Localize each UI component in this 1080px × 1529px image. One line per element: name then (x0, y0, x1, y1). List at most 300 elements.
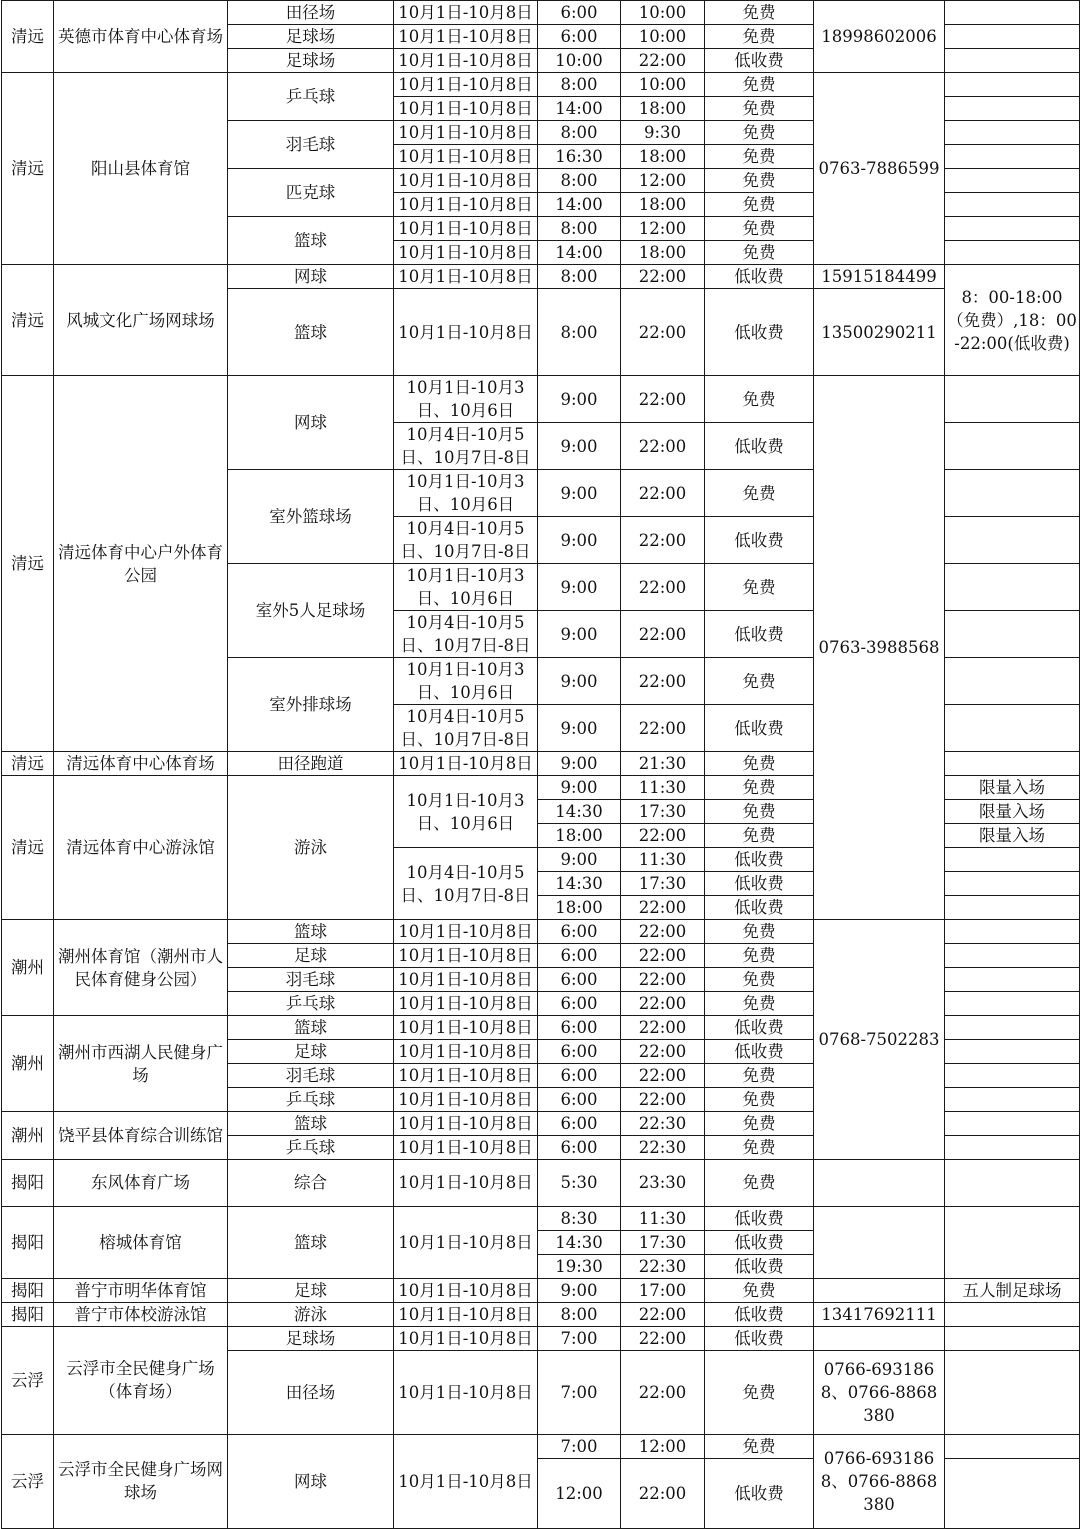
note-cell (945, 1206, 1080, 1278)
end-time-cell: 22:00 (621, 376, 705, 423)
fee-cell: 低收费 (705, 423, 814, 470)
city-cell: 潮州 (2, 1112, 54, 1160)
phone-cell: 0766-6931868、0766-8868380 (814, 1350, 945, 1434)
note-cell (945, 564, 1080, 611)
sport-cell: 室外篮球场 (228, 470, 394, 564)
city-cell: 揭阳 (2, 1278, 54, 1302)
fee-cell: 低收费 (705, 1326, 814, 1350)
sport-cell: 羽毛球 (228, 968, 394, 992)
note-cell (945, 1326, 1080, 1350)
note-cell: 限量入场 (945, 776, 1080, 800)
note-cell (945, 470, 1080, 517)
sport-cell: 羽毛球 (228, 121, 394, 169)
note-cell (945, 1434, 1080, 1458)
note-cell (945, 1136, 1080, 1160)
city-cell: 揭阳 (2, 1206, 54, 1278)
note-cell (945, 193, 1080, 217)
dates-cell: 10月1日-10月8日 (394, 1278, 538, 1302)
fee-cell: 免费 (705, 121, 814, 145)
table-row (2, 265, 1080, 289)
dates-cell: 10月1日-10月8日 (394, 752, 538, 776)
dates-cell: 10月1日-10月8日 (394, 217, 538, 241)
note-cell (945, 169, 1080, 193)
sport-cell: 篮球 (228, 1112, 394, 1136)
end-time-cell: 22:00 (621, 1040, 705, 1064)
end-time-cell: 18:00 (621, 97, 705, 121)
venue-name-cell: 潮州市西湖人民健身广场 (54, 1016, 228, 1112)
venue-name-cell: 阳山县体育馆 (54, 73, 228, 265)
note-cell: 五人制足球场 (945, 1278, 1080, 1302)
fee-cell: 低收费 (705, 1206, 814, 1230)
fee-cell: 免费 (705, 241, 814, 265)
sport-cell: 乒乓球 (228, 1136, 394, 1160)
fee-cell: 免费 (705, 1136, 814, 1160)
end-time-cell: 22:00 (621, 705, 705, 752)
table-row (2, 1434, 1080, 1458)
dates-cell: 10月1日-10月8日 (394, 73, 538, 97)
fee-cell: 免费 (705, 1, 814, 25)
table-row (2, 1160, 1080, 1207)
fee-cell: 免费 (705, 944, 814, 968)
start-time-cell: 12:00 (538, 1458, 621, 1528)
sport-cell: 田径场 (228, 1, 394, 25)
dates-cell: 10月1日-10月8日 (394, 1016, 538, 1040)
end-time-cell: 22:00 (621, 423, 705, 470)
sport-cell: 网球 (228, 265, 394, 289)
end-time-cell: 22:00 (621, 1458, 705, 1528)
end-time-cell: 22:00 (621, 289, 705, 376)
start-time-cell: 7:00 (538, 1434, 621, 1458)
dates-cell: 10月1日-10月8日 (394, 1, 538, 25)
note-cell (945, 145, 1080, 169)
phone-cell: 13417692111 (814, 1302, 945, 1326)
note-cell (945, 1088, 1080, 1112)
start-time-cell: 9:00 (538, 776, 621, 800)
sport-cell: 田径跑道 (228, 752, 394, 776)
start-time-cell: 8:30 (538, 1206, 621, 1230)
table-row (2, 920, 1080, 944)
venue-name-cell: 潮州体育馆（潮州市人民体育健身公园） (54, 920, 228, 1016)
note-cell (945, 1160, 1080, 1207)
start-time-cell: 8:00 (538, 1302, 621, 1326)
start-time-cell: 18:00 (538, 896, 621, 920)
start-time-cell: 14:00 (538, 241, 621, 265)
sport-cell: 室外排球场 (228, 658, 394, 752)
sport-cell: 篮球 (228, 289, 394, 376)
fee-cell: 免费 (705, 992, 814, 1016)
end-time-cell: 22:00 (621, 1350, 705, 1434)
start-time-cell: 7:00 (538, 1350, 621, 1434)
venue-name-cell: 清远体育中心游泳馆 (54, 776, 228, 920)
note-cell (945, 872, 1080, 896)
dates-cell: 10月1日-10月8日 (394, 944, 538, 968)
table-row (2, 1278, 1080, 1302)
dates-cell: 10月1日-10月8日 (394, 1064, 538, 1088)
fee-cell: 低收费 (705, 517, 814, 564)
start-time-cell: 5:30 (538, 1160, 621, 1207)
phone-cell: 0766-6931868、0766-8868380 (814, 1434, 945, 1528)
city-cell: 清远 (2, 776, 54, 920)
fee-cell: 免费 (705, 145, 814, 169)
sport-cell: 篮球 (228, 1016, 394, 1040)
dates-cell: 10月1日-10月8日 (394, 1040, 538, 1064)
fee-cell: 免费 (705, 564, 814, 611)
dates-cell: 10月1日-10月8日 (394, 1326, 538, 1350)
start-time-cell: 9:00 (538, 1278, 621, 1302)
note-cell (945, 1350, 1080, 1434)
fee-cell: 免费 (705, 1160, 814, 1207)
dates-cell: 10月1日-10月8日 (394, 1302, 538, 1326)
start-time-cell: 9:00 (538, 611, 621, 658)
end-time-cell: 9:30 (621, 121, 705, 145)
end-time-cell: 18:00 (621, 193, 705, 217)
note-cell: 限量入场 (945, 824, 1080, 848)
city-cell: 揭阳 (2, 1160, 54, 1207)
fee-cell: 免费 (705, 25, 814, 49)
fee-cell: 低收费 (705, 1458, 814, 1528)
dates-cell: 10月1日-10月8日 (394, 1160, 538, 1207)
start-time-cell: 14:00 (538, 97, 621, 121)
start-time-cell: 9:00 (538, 848, 621, 872)
start-time-cell: 9:00 (538, 752, 621, 776)
fee-cell: 免费 (705, 470, 814, 517)
fee-cell: 低收费 (705, 289, 814, 376)
fee-cell: 免费 (705, 376, 814, 423)
note-cell (945, 376, 1080, 423)
end-time-cell: 11:30 (621, 848, 705, 872)
fee-cell: 免费 (705, 1064, 814, 1088)
start-time-cell: 8:00 (538, 217, 621, 241)
sport-cell: 足球场 (228, 49, 394, 73)
fee-cell: 免费 (705, 217, 814, 241)
note-cell (945, 1016, 1080, 1040)
note-cell (945, 49, 1080, 73)
city-cell: 清远 (2, 73, 54, 265)
end-time-cell: 22:00 (621, 1302, 705, 1326)
end-time-cell: 22:00 (621, 1064, 705, 1088)
fee-cell: 低收费 (705, 265, 814, 289)
table-row (2, 1302, 1080, 1326)
start-time-cell: 7:00 (538, 1326, 621, 1350)
end-time-cell: 22:30 (621, 1254, 705, 1278)
start-time-cell: 6:00 (538, 968, 621, 992)
end-time-cell: 17:00 (621, 1278, 705, 1302)
fee-cell: 低收费 (705, 1040, 814, 1064)
start-time-cell: 6:00 (538, 1, 621, 25)
start-time-cell: 9:00 (538, 564, 621, 611)
note-cell (945, 423, 1080, 470)
sport-cell: 游泳 (228, 776, 394, 920)
dates-cell: 10月1日-10月8日 (394, 968, 538, 992)
start-time-cell: 6:00 (538, 1040, 621, 1064)
venue-name-cell: 饶平县体育综合训练馆 (54, 1112, 228, 1160)
start-time-cell: 18:00 (538, 824, 621, 848)
start-time-cell: 9:00 (538, 470, 621, 517)
note-cell (945, 1064, 1080, 1088)
dates-cell: 10月1日-10月3日、10月6日 (394, 658, 538, 705)
fee-cell: 低收费 (705, 1302, 814, 1326)
fee-cell: 低收费 (705, 1254, 814, 1278)
phone-cell (814, 1206, 945, 1278)
start-time-cell: 14:30 (538, 800, 621, 824)
note-cell (945, 1458, 1080, 1528)
end-time-cell: 12:00 (621, 217, 705, 241)
end-time-cell: 22:30 (621, 1112, 705, 1136)
end-time-cell: 22:00 (621, 944, 705, 968)
dates-cell: 10月1日-10月3日、10月6日 (394, 564, 538, 611)
dates-cell: 10月1日-10月8日 (394, 992, 538, 1016)
note-cell (945, 517, 1080, 564)
fee-cell: 免费 (705, 169, 814, 193)
venue-name-cell: 云浮市全民健身广场（体育场） (54, 1326, 228, 1434)
city-cell: 清远 (2, 265, 54, 376)
sport-cell: 篮球 (228, 217, 394, 265)
start-time-cell: 14:30 (538, 872, 621, 896)
start-time-cell: 8:00 (538, 169, 621, 193)
start-time-cell: 14:30 (538, 1230, 621, 1254)
note-cell (945, 97, 1080, 121)
end-time-cell: 22:00 (621, 920, 705, 944)
city-cell: 揭阳 (2, 1302, 54, 1326)
start-time-cell: 6:00 (538, 1016, 621, 1040)
venue-name-cell: 风城文化广场网球场 (54, 265, 228, 376)
sport-cell: 足球 (228, 1278, 394, 1302)
table-row (2, 1, 1080, 25)
dates-cell: 10月1日-10月8日 (394, 97, 538, 121)
note-cell (945, 217, 1080, 241)
dates-cell: 10月1日-10月8日 (394, 920, 538, 944)
note-cell (945, 896, 1080, 920)
venue-name-cell: 清远体育中心体育场 (54, 752, 228, 776)
venue-name-cell: 普宁市明华体育馆 (54, 1278, 228, 1302)
start-time-cell: 14:00 (538, 193, 621, 217)
sport-cell: 乒乓球 (228, 1088, 394, 1112)
note-cell (945, 1040, 1080, 1064)
end-time-cell: 22:00 (621, 824, 705, 848)
dates-cell: 10月1日-10月3日、10月6日 (394, 776, 538, 848)
table-row (2, 1326, 1080, 1350)
start-time-cell: 9:00 (538, 705, 621, 752)
note-cell: 限量入场 (945, 800, 1080, 824)
start-time-cell: 6:00 (538, 920, 621, 944)
dates-cell: 10月4日-10月5日、10月7日-8日 (394, 705, 538, 752)
end-time-cell: 22:00 (621, 517, 705, 564)
start-time-cell: 6:00 (538, 25, 621, 49)
start-time-cell: 10:00 (538, 49, 621, 73)
start-time-cell: 8:00 (538, 289, 621, 376)
fee-cell: 免费 (705, 1434, 814, 1458)
fee-cell: 免费 (705, 193, 814, 217)
end-time-cell: 17:30 (621, 872, 705, 896)
fee-cell: 低收费 (705, 896, 814, 920)
city-cell: 清远 (2, 752, 54, 776)
fee-cell: 低收费 (705, 872, 814, 896)
fee-cell: 免费 (705, 97, 814, 121)
dates-cell: 10月1日-10月8日 (394, 1350, 538, 1434)
end-time-cell: 22:30 (621, 1136, 705, 1160)
sport-cell: 乒乓球 (228, 73, 394, 121)
note-cell (945, 241, 1080, 265)
sport-cell: 综合 (228, 1160, 394, 1207)
sport-cell: 乒乓球 (228, 992, 394, 1016)
fee-cell: 低收费 (705, 611, 814, 658)
end-time-cell: 10:00 (621, 25, 705, 49)
note-cell (945, 944, 1080, 968)
phone-cell: 18998602006 (814, 1, 945, 73)
start-time-cell: 9:00 (538, 658, 621, 705)
sport-cell: 足球场 (228, 25, 394, 49)
dates-cell: 10月4日-10月5日、10月7日-8日 (394, 517, 538, 564)
note-cell (945, 1, 1080, 25)
start-time-cell: 6:00 (538, 1064, 621, 1088)
start-time-cell: 9:00 (538, 517, 621, 564)
phone-cell: 0763-7886599 (814, 73, 945, 265)
sport-cell: 足球场 (228, 1326, 394, 1350)
note-cell: 8：00-18:00（免费）,18：00-22:00(低收费) (945, 265, 1080, 376)
dates-cell: 10月1日-10月8日 (394, 289, 538, 376)
dates-cell: 10月1日-10月8日 (394, 25, 538, 49)
sport-cell: 室外5人足球场 (228, 564, 394, 658)
city-cell: 云浮 (2, 1434, 54, 1528)
end-time-cell: 12:00 (621, 169, 705, 193)
city-cell: 潮州 (2, 1016, 54, 1112)
note-cell (945, 992, 1080, 1016)
start-time-cell: 8:00 (538, 73, 621, 97)
start-time-cell: 9:00 (538, 376, 621, 423)
sport-cell: 羽毛球 (228, 1064, 394, 1088)
fee-cell: 低收费 (705, 1230, 814, 1254)
end-time-cell: 21:30 (621, 752, 705, 776)
note-cell (945, 25, 1080, 49)
sport-cell: 网球 (228, 376, 394, 470)
venue-name-cell: 清远体育中心户外体育公园 (54, 376, 228, 752)
phone-cell (814, 1160, 945, 1207)
fee-cell: 低收费 (705, 705, 814, 752)
note-cell (945, 73, 1080, 97)
dates-cell: 10月1日-10月8日 (394, 1434, 538, 1528)
phone-cell: 13500290211 (814, 289, 945, 376)
fee-cell: 免费 (705, 1088, 814, 1112)
dates-cell: 10月1日-10月3日、10月6日 (394, 470, 538, 517)
end-time-cell: 22:00 (621, 611, 705, 658)
sport-cell: 游泳 (228, 1302, 394, 1326)
city-cell: 云浮 (2, 1326, 54, 1434)
start-time-cell: 19:30 (538, 1254, 621, 1278)
venue-name-cell: 榕城体育馆 (54, 1206, 228, 1278)
note-cell (945, 752, 1080, 776)
start-time-cell: 16:30 (538, 145, 621, 169)
fee-cell: 免费 (705, 800, 814, 824)
dates-cell: 10月1日-10月8日 (394, 265, 538, 289)
start-time-cell: 6:00 (538, 1112, 621, 1136)
note-cell (945, 1112, 1080, 1136)
table-row (2, 376, 1080, 423)
fee-cell: 免费 (705, 1350, 814, 1434)
end-time-cell: 11:30 (621, 776, 705, 800)
table-row (2, 73, 1080, 97)
venue-schedule-table (1, 0, 1080, 1529)
start-time-cell: 9:00 (538, 423, 621, 470)
note-cell (945, 848, 1080, 872)
dates-cell: 10月4日-10月5日、10月7日-8日 (394, 423, 538, 470)
end-time-cell: 17:30 (621, 1230, 705, 1254)
note-cell (945, 121, 1080, 145)
start-time-cell: 6:00 (538, 944, 621, 968)
fee-cell: 免费 (705, 824, 814, 848)
end-time-cell: 10:00 (621, 73, 705, 97)
phone-cell: 15915184499 (814, 265, 945, 289)
dates-cell: 10月1日-10月8日 (394, 1136, 538, 1160)
end-time-cell: 22:00 (621, 896, 705, 920)
end-time-cell: 22:00 (621, 1326, 705, 1350)
venue-name-cell: 云浮市全民健身广场网球场 (54, 1434, 228, 1528)
phone-cell: 0768-7502283 (814, 920, 945, 1160)
fee-cell: 免费 (705, 1112, 814, 1136)
city-cell: 清远 (2, 376, 54, 752)
end-time-cell: 22:00 (621, 49, 705, 73)
end-time-cell: 18:00 (621, 145, 705, 169)
fee-cell: 免费 (705, 920, 814, 944)
phone-cell: 0763-3988568 (814, 376, 945, 920)
phone-cell (814, 1326, 945, 1350)
sport-cell: 匹克球 (228, 169, 394, 217)
sport-cell: 足球 (228, 944, 394, 968)
fee-cell: 低收费 (705, 1016, 814, 1040)
sport-cell: 田径场 (228, 1350, 394, 1434)
note-cell (945, 968, 1080, 992)
end-time-cell: 22:00 (621, 992, 705, 1016)
start-time-cell: 6:00 (538, 1136, 621, 1160)
fee-cell: 免费 (705, 776, 814, 800)
note-cell (945, 611, 1080, 658)
start-time-cell: 6:00 (538, 1088, 621, 1112)
note-cell (945, 920, 1080, 944)
end-time-cell: 17:30 (621, 800, 705, 824)
venue-name-cell: 东风体育广场 (54, 1160, 228, 1207)
dates-cell: 10月1日-10月8日 (394, 193, 538, 217)
sport-cell: 网球 (228, 1434, 394, 1528)
dates-cell: 10月1日-10月8日 (394, 169, 538, 193)
dates-cell: 10月4日-10月5日、10月7日-8日 (394, 611, 538, 658)
dates-cell: 10月1日-10月8日 (394, 1206, 538, 1278)
dates-cell: 10月1日-10月8日 (394, 1112, 538, 1136)
fee-cell: 低收费 (705, 848, 814, 872)
fee-cell: 低收费 (705, 49, 814, 73)
table-row (2, 1206, 1080, 1230)
end-time-cell: 11:30 (621, 1206, 705, 1230)
dates-cell: 10月1日-10月8日 (394, 1088, 538, 1112)
end-time-cell: 22:00 (621, 1088, 705, 1112)
end-time-cell: 22:00 (621, 658, 705, 705)
venue-name-cell: 英德市体育中心体育场 (54, 1, 228, 73)
end-time-cell: 22:00 (621, 968, 705, 992)
fee-cell: 免费 (705, 658, 814, 705)
sport-cell: 篮球 (228, 1206, 394, 1278)
fee-cell: 免费 (705, 73, 814, 97)
dates-cell: 10月4日-10月5日、10月7日-8日 (394, 848, 538, 920)
city-cell: 清远 (2, 1, 54, 73)
end-time-cell: 22:00 (621, 470, 705, 517)
dates-cell: 10月1日-10月8日 (394, 121, 538, 145)
end-time-cell: 18:00 (621, 241, 705, 265)
start-time-cell: 8:00 (538, 265, 621, 289)
sport-cell: 足球 (228, 1040, 394, 1064)
dates-cell: 10月1日-10月8日 (394, 145, 538, 169)
sport-cell: 篮球 (228, 920, 394, 944)
fee-cell: 免费 (705, 1278, 814, 1302)
end-time-cell: 22:00 (621, 564, 705, 611)
fee-cell: 免费 (705, 968, 814, 992)
